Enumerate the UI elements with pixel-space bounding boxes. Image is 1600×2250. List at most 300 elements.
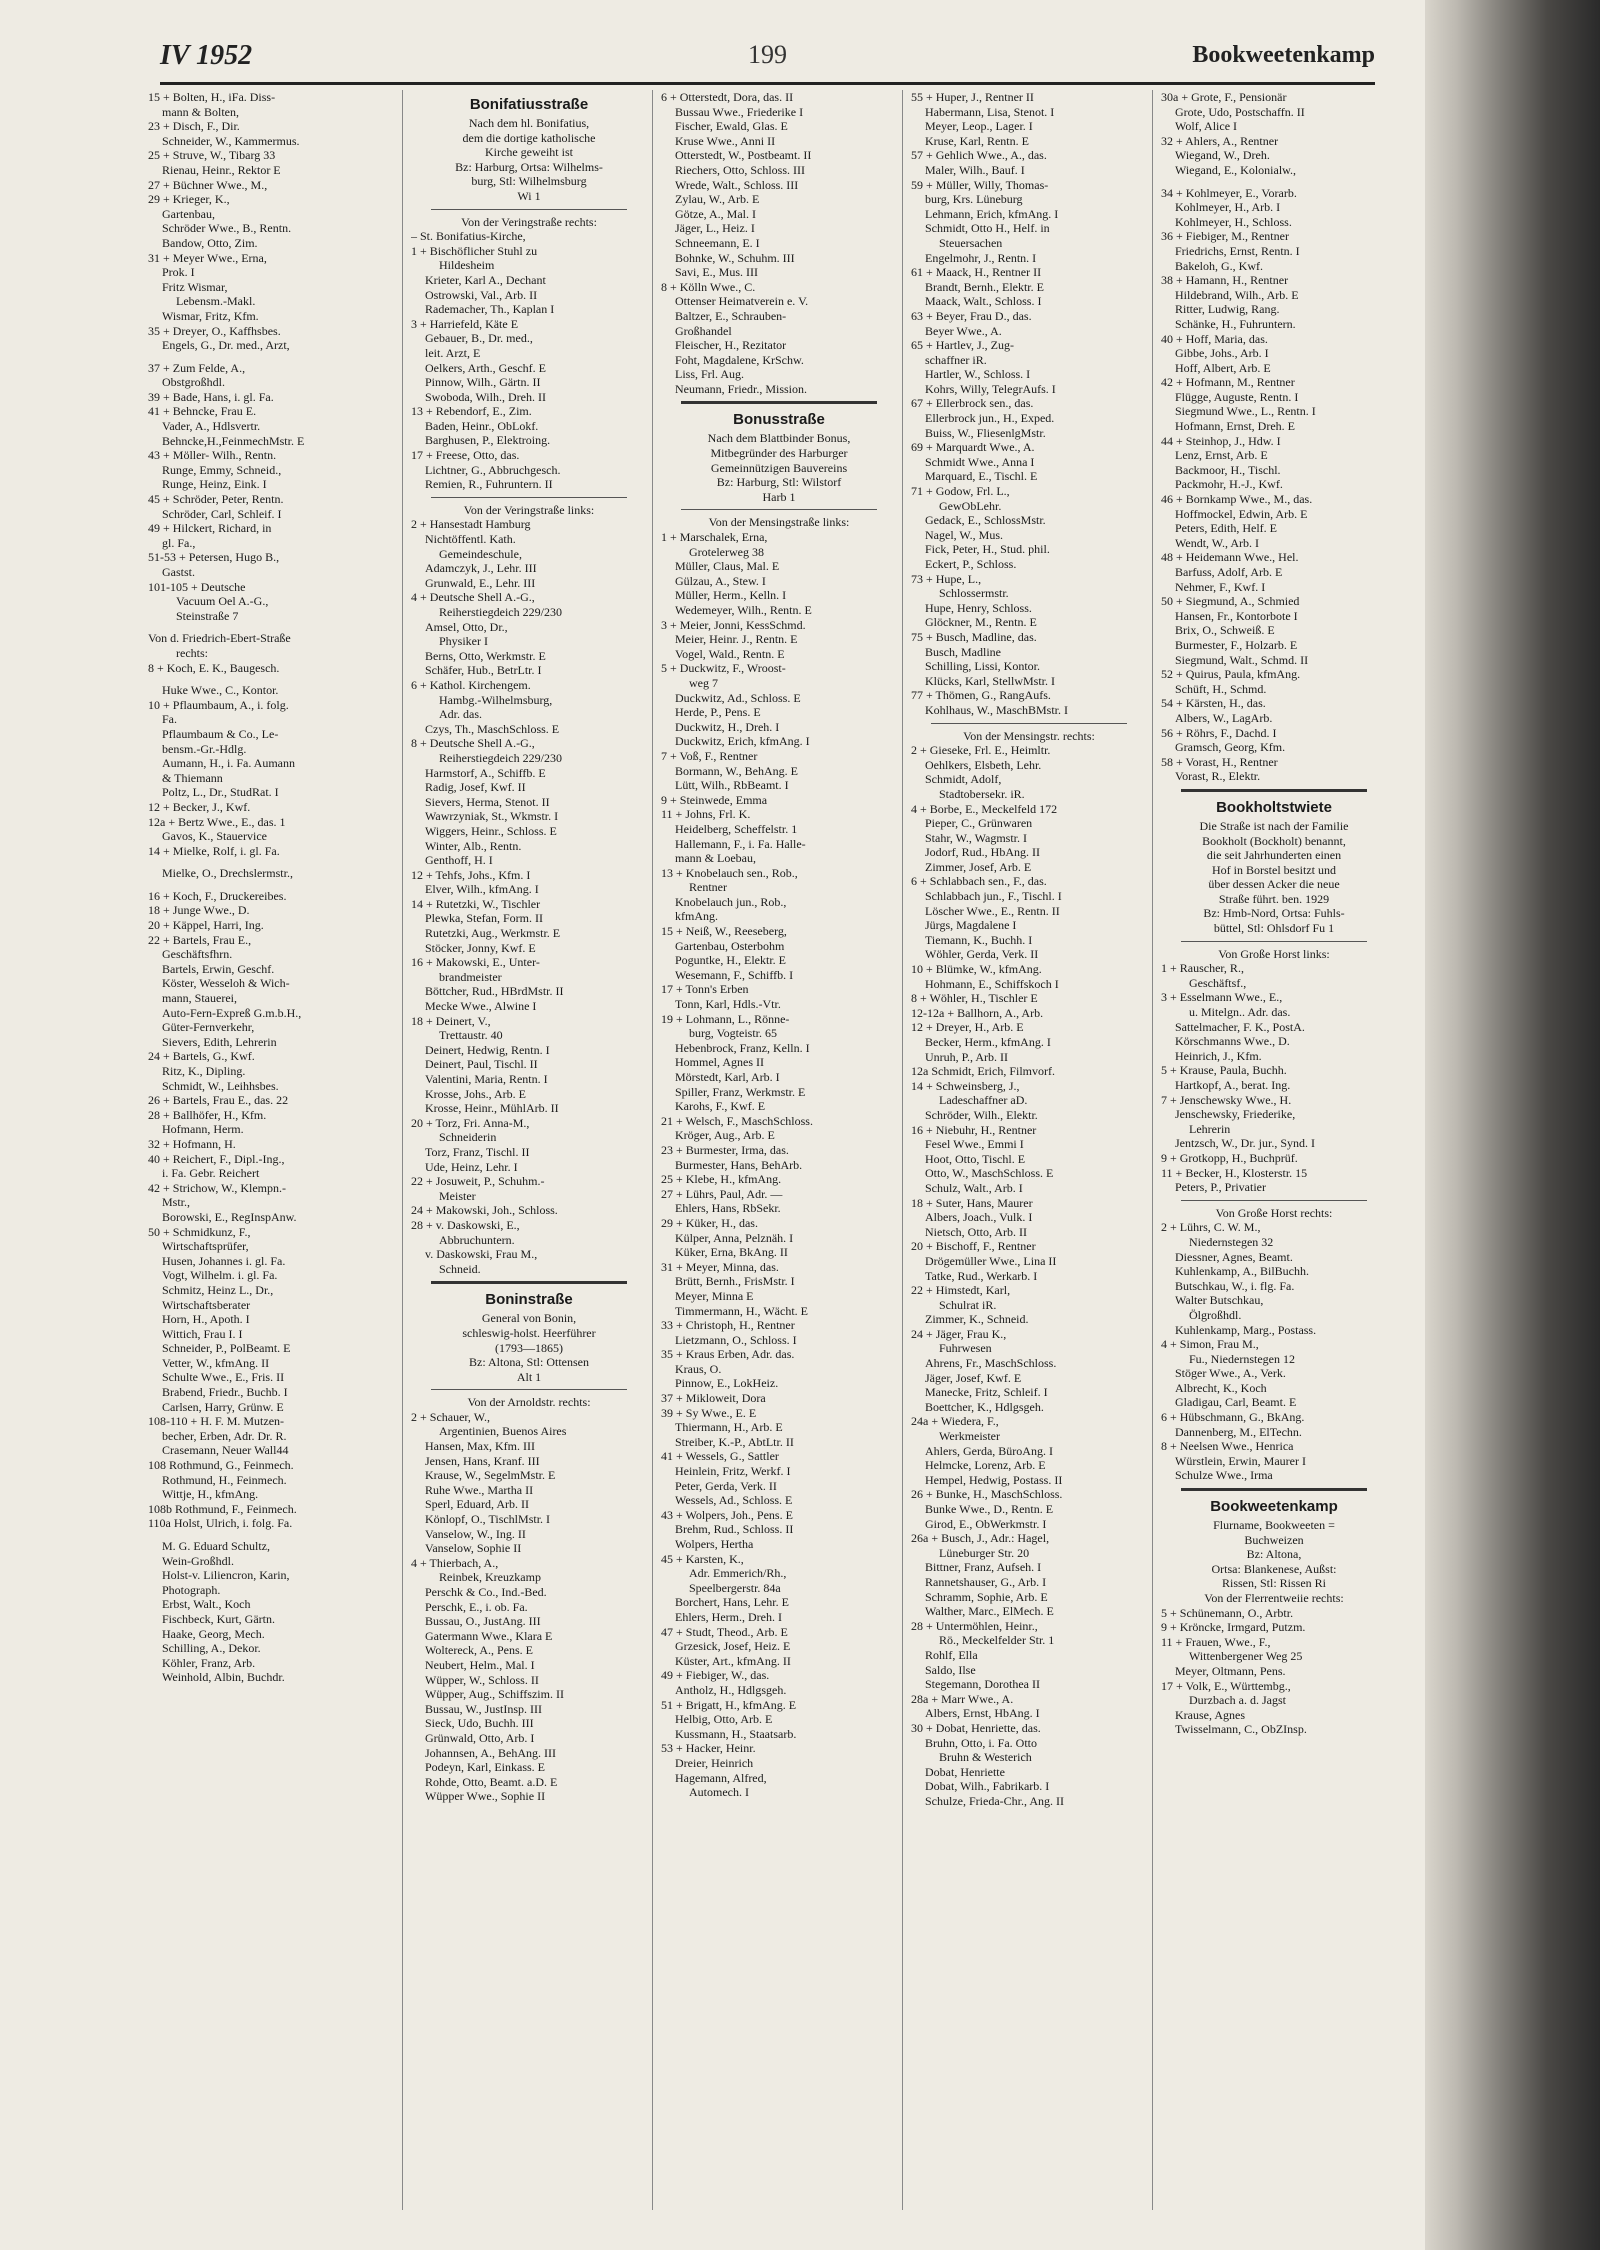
- house-entry: 67 + Ellerbrock sen., das.: [911, 396, 1034, 411]
- resident-line: Mstr.,: [162, 1195, 191, 1210]
- house-entry: 37 + Zum Felde, A.,: [148, 360, 246, 375]
- resident-line: Küster, Art., kfmAng. II: [675, 1653, 791, 1668]
- house-entry: 28 + v. Daskowski, E.,: [411, 1217, 520, 1232]
- resident-line: becher, Erben, Adr. Dr. R.: [162, 1428, 287, 1443]
- house-entry: 9 + Kröncke, Irmgard, Putzm.: [1161, 1620, 1306, 1635]
- resident-line: Torz, Franz, Tischl. II: [425, 1144, 530, 1159]
- resident-line: Fu., Niedernstegen 12: [1189, 1351, 1295, 1366]
- house-entry: 2 + Lührs, C. W. M.,: [1161, 1220, 1261, 1235]
- resident-line: Schulrat iR.: [939, 1297, 997, 1312]
- resident-line: Flügge, Auguste, Rentn. I: [1175, 389, 1299, 404]
- house-entry: 2 + Hansestadt Hamburg: [411, 517, 531, 532]
- resident-line: Friedrichs, Ernst, Rentn. I: [1175, 243, 1300, 258]
- house-entry: 8 + Deutsche Shell A.-G.,: [411, 736, 535, 751]
- resident-line: Könlopf, O., TischlMstr. I: [425, 1512, 551, 1527]
- house-entry: 26a + Busch, J., Adr.: Hagel,: [911, 1531, 1050, 1546]
- house-entry: 11 + Becker, H., Klosterstr. 15: [1161, 1165, 1308, 1180]
- resident-line: Reinbek, Kreuzkamp: [439, 1570, 541, 1585]
- resident-line: Schulz, Walt., Arb. I: [925, 1180, 1023, 1195]
- resident-line: Wüpper Wwe., Sophie II: [425, 1789, 546, 1804]
- resident-line: Wüpper, Aug., Schiffszim. II: [425, 1687, 564, 1702]
- house-entry: 73 + Hupe, L.,: [911, 571, 982, 586]
- house-entry: 7 + Voß, F., Rentner: [661, 748, 758, 763]
- resident-line: Physiker I: [439, 634, 488, 649]
- resident-line: Pinnow, Wilh., Gärtn. II: [425, 375, 541, 390]
- resident-line: Nagel, W., Mus.: [925, 527, 1003, 542]
- resident-line: Reiherstiegdeich 229/230: [439, 750, 562, 765]
- section-divider: [1181, 1488, 1367, 1491]
- resident-line: bensm.-Gr.-Hdlg.: [162, 741, 247, 756]
- resident-line: Durzbach a. d. Jagst: [1189, 1693, 1286, 1708]
- house-entry: 25 + Klebe, H., kfmAng.: [661, 1172, 782, 1187]
- street-note: Wi 1: [517, 188, 541, 203]
- resident-line: Krause, W., SegelmMstr. E: [425, 1468, 556, 1483]
- resident-line: Wismar, Fritz, Kfm.: [162, 308, 259, 323]
- resident-line: Wolf, Alice I: [1175, 119, 1238, 134]
- street-note: Bz: Altona, Stl: Ottensen: [469, 1355, 589, 1370]
- resident-line: Jäger, L., Heiz. I: [675, 221, 755, 236]
- house-entry: 8 + Koch, E. K., Baugesch.: [148, 660, 280, 675]
- resident-line: Trettaustr. 40: [439, 1028, 503, 1043]
- resident-line: Dobat, Wilh., Fabrikarb. I: [925, 1779, 1050, 1794]
- resident-line: Schröder, Wilh., Elektr.: [925, 1107, 1038, 1122]
- resident-line: Bittner, Franz, Aufseh. I: [925, 1560, 1042, 1575]
- resident-line: Runge, Emmy, Schneid.,: [162, 462, 282, 477]
- divider: [931, 723, 1127, 724]
- house-entry: 53 + Hacker, Heinr.: [661, 1741, 756, 1756]
- house-entry: 23 + Burmester, Irma, das.: [661, 1142, 789, 1157]
- resident-line: Geschäftsfhrn.: [162, 947, 233, 962]
- house-entry: 6 + Hübschmann, G., BkAng.: [1161, 1410, 1305, 1425]
- house-entry: 108b Rothmund, F., Feinmech.: [148, 1501, 297, 1516]
- house-entry: 13 + Rebendorf, E., Zim.: [411, 404, 532, 419]
- house-entry: 16 + Koch, F., Druckereibes.: [148, 888, 287, 903]
- resident-line: Poguntke, H., Elektr. E: [675, 953, 786, 968]
- street-note: schleswig-holst. Heerführer: [462, 1325, 596, 1340]
- house-entry: 58 + Vorast, H., Rentner: [1161, 754, 1278, 769]
- resident-line: mann & Loebau,: [675, 851, 756, 866]
- house-entry: 6 + Schlabbach sen., F., das.: [911, 874, 1047, 889]
- divider: [1181, 1200, 1367, 1201]
- resident-line: Kraus, O.: [675, 1361, 722, 1376]
- resident-line: Steinstraße 7: [176, 608, 239, 623]
- resident-line: Otterstedt, W., Postbeamt. II: [675, 148, 812, 163]
- resident-line: Kröger, Aug., Arb. E: [675, 1128, 775, 1143]
- resident-line: Brabend, Friedr., Buchb. I: [162, 1385, 288, 1400]
- resident-line: Packmohr, H.-J., Kwf.: [1175, 477, 1283, 492]
- street-heading: Bonusstraße: [733, 411, 825, 429]
- resident-line: Siegmund Wwe., L., Rentn. I: [1175, 404, 1316, 419]
- resident-line: Amsel, Otto, Dr.,: [425, 619, 508, 634]
- resident-line: Hartler, W., Schloss. I: [925, 367, 1031, 382]
- house-entry: 18 + Deinert, V.,: [411, 1013, 491, 1028]
- resident-line: Ladeschaffner aD.: [939, 1093, 1028, 1108]
- resident-line: M. G. Eduard Schultz,: [162, 1539, 270, 1553]
- resident-line: Marquard, E., Tischl. E: [925, 469, 1038, 484]
- house-entry: 55 + Huper, J., Rentner II: [911, 90, 1034, 104]
- column-5: [1152, 90, 1387, 2210]
- resident-line: mann, Stauerei,: [162, 991, 237, 1006]
- resident-line: Schäfer, Hub., BetrLtr. I: [425, 663, 542, 678]
- house-entry: 30 + Dobat, Henriette, das.: [911, 1720, 1041, 1735]
- resident-line: Streiber, K.-P., AbtLtr. II: [675, 1434, 794, 1449]
- resident-line: Weinhold, Albin, Buchdr.: [162, 1670, 285, 1685]
- resident-line: Zimmer, Josef, Arb. E: [925, 859, 1032, 874]
- resident-line: Stöcker, Jonny, Kwf. E: [425, 940, 536, 955]
- house-entry: 9 + Grotkopp, H., Buchprüf.: [1161, 1150, 1298, 1165]
- resident-line: Rademacher, Th., Kaplan I: [425, 302, 555, 317]
- street-note: Alt 1: [516, 1369, 542, 1384]
- resident-line: Schneider, W., Kammermus.: [162, 133, 300, 148]
- resident-line: Fa.: [162, 712, 177, 727]
- house-entry: 4 + Thierbach, A.,: [411, 1555, 499, 1570]
- house-entry: 8 + Wöhler, H., Tischler E: [911, 991, 1038, 1006]
- house-entry: 24 + Jäger, Frau K.,: [911, 1326, 1007, 1341]
- house-entry: 1 + Marschalek, Erna,: [661, 530, 768, 545]
- house-entry: 40 + Hoff, Maria, das.: [1161, 331, 1268, 346]
- resident-line: Hoffmockel, Edwin, Arb. E: [1175, 506, 1308, 521]
- resident-line: Albers, Joach., Vulk. I: [925, 1210, 1033, 1225]
- resident-line: Sieck, Udo, Buchh. III: [425, 1716, 534, 1731]
- resident-line: Sievers, Edith, Lehrerin: [162, 1034, 277, 1049]
- resident-line: Stöger Wwe., A., Verk.: [1175, 1366, 1286, 1381]
- resident-line: Gramsch, Georg, Kfm.: [1175, 740, 1286, 755]
- resident-line: Bruhn, Otto, i. Fa. Otto: [925, 1735, 1038, 1750]
- resident-line: schaffner iR.: [925, 352, 987, 367]
- resident-line: Zylau, W., Arb. E: [675, 192, 760, 207]
- house-entry: 20 + Bischoff, F., Rentner: [911, 1239, 1036, 1254]
- resident-line: Hoff, Albert, Arb. E: [1175, 360, 1271, 375]
- resident-line: Grünwald, Otto, Arb. I: [425, 1730, 535, 1745]
- resident-line: Engels, G., Dr. med., Arzt,: [162, 338, 290, 353]
- resident-line: u. Mitelgn.. Adr. das.: [1189, 1005, 1291, 1020]
- resident-line: Aumann, H., i. Fa. Aumann: [162, 756, 295, 771]
- resident-line: Schneider, P., PolBeamt. E: [162, 1341, 291, 1356]
- house-entry: 7 + Jenschewsky Wwe., H.: [1161, 1092, 1292, 1107]
- resident-line: Gülzau, A., Stew. I: [675, 573, 766, 588]
- house-entry: 24 + Bartels, G., Kwf.: [148, 1049, 255, 1064]
- house-entry: 49 + Fiebiger, W., das.: [661, 1668, 770, 1683]
- resident-line: Erbst, Walt., Koch: [162, 1597, 251, 1612]
- house-entry: 10 + Blümke, W., kfmAng.: [911, 962, 1042, 977]
- resident-line: Hebenbrock, Franz, Kelln. I: [675, 1040, 810, 1055]
- resident-line: Adr. das.: [439, 707, 482, 722]
- resident-line: Backmoor, H., Tischl.: [1175, 462, 1281, 477]
- house-entry: 43 + Wolpers, Joh., Pens. E: [661, 1507, 793, 1522]
- resident-line: Drögemüller Wwe., Lina II: [925, 1253, 1057, 1268]
- resident-line: Deinert, Paul, Tischl. II: [425, 1057, 538, 1072]
- street-note: Die Straße ist nach der Familie: [1199, 818, 1349, 833]
- resident-line: Rentner: [689, 880, 727, 895]
- resident-line: Krosse, Johs., Arb. E: [425, 1086, 526, 1101]
- resident-line: Adr. Emmerich/Rh.,: [689, 1566, 787, 1581]
- resident-line: Küker, Erna, BkAng. II: [675, 1245, 788, 1260]
- resident-line: Fleischer, H., Rezitator: [675, 338, 787, 353]
- resident-line: Gartenbau, Osterbohm: [675, 938, 785, 953]
- resident-line: Ritter, Ludwig, Rang.: [1175, 302, 1280, 317]
- resident-line: Müller, Claus, Mal. E: [675, 559, 780, 574]
- resident-line: Gebauer, B., Dr. med.,: [425, 331, 533, 346]
- resident-line: Hempel, Hedwig, Postass. II: [925, 1472, 1063, 1487]
- house-entry: 4 + Deutsche Shell A.-G.,: [411, 590, 535, 605]
- resident-line: Stadtobersekr. iR.: [939, 786, 1025, 801]
- street-note: Bz: Altona,: [1246, 1547, 1302, 1562]
- house-entry: 5 + Krause, Paula, Buchh.: [1161, 1063, 1287, 1078]
- divider: [431, 1389, 627, 1390]
- house-entry: 36 + Fiebiger, M., Rentner: [1161, 229, 1289, 244]
- resident-line: Güter-Fernverkehr,: [162, 1020, 255, 1035]
- street-note: Von der Arnoldstr. rechts:: [467, 1395, 591, 1410]
- resident-line: Otto, W., MaschSchloss. E: [925, 1166, 1054, 1181]
- street-heading: Boninstraße: [485, 1291, 573, 1309]
- house-entry: 17 + Volk, E., Württembg.,: [1161, 1678, 1291, 1693]
- house-entry: 51 + Brigatt, H., kfmAng. E: [661, 1697, 797, 1712]
- resident-line: Brandt, Bernh., Elektr. E: [925, 279, 1044, 294]
- resident-line: Wendt, W., Arb. I: [1175, 535, 1260, 550]
- resident-line: Böttcher, Rud., HBrdMstr. II: [425, 984, 564, 999]
- resident-line: Jenschewsky, Friederike,: [1175, 1107, 1296, 1122]
- resident-line: Harmstorf, A., Schiffb. E: [425, 765, 546, 780]
- resident-line: Rohlf, Ella: [925, 1647, 978, 1662]
- resident-line: Duckwitz, Erich, kfmAng. I: [675, 734, 810, 749]
- resident-line: Kohlmeyer, H., Schloss.: [1175, 214, 1292, 229]
- resident-line: GewObLehr.: [939, 498, 1002, 513]
- house-entry: 12 + Becker, J., Kwf.: [148, 799, 251, 814]
- resident-line: Liss, Frl. Aug.: [675, 367, 745, 382]
- resident-line: Meyer, Leop., Lager. I: [925, 119, 1033, 134]
- resident-line: Kruse, Karl, Rentn. E: [925, 133, 1029, 148]
- house-entry: 43 + Möller- Wilh., Rentn.: [148, 448, 277, 463]
- resident-line: Swoboda, Wilh., Dreh. II: [425, 389, 546, 404]
- resident-line: Huke Wwe., C., Kontor.: [162, 683, 279, 698]
- house-entry: 12 + Tehfs, Johs., Kfm. I: [411, 867, 531, 882]
- house-entry: Von d. Friedrich-Ebert-Straße: [148, 631, 291, 646]
- resident-line: Rutetzki, Aug., Werkmstr. E: [425, 926, 561, 941]
- resident-line: Kruse Wwe., Anni II: [675, 133, 776, 148]
- house-entry: 9 + Steinwede, Emma: [661, 792, 768, 807]
- resident-line: Baltzer, E., Schrauben-: [675, 308, 787, 323]
- resident-line: Eckert, P., Schloss.: [925, 557, 1017, 571]
- resident-line: Hartkopf, A., berat. Ing.: [1175, 1078, 1291, 1092]
- house-entry: 110a Holst, Ulrich, i. folg. Fa.: [148, 1516, 293, 1531]
- resident-line: Unruh, P., Arb. II: [925, 1049, 1008, 1064]
- resident-line: Lehmann, Erich, kfmAng. I: [925, 206, 1059, 221]
- street-note: Nach dem Blattbinder Bonus,: [707, 431, 851, 446]
- resident-line: Peters, P., Privatier: [1175, 1180, 1266, 1195]
- street-note: (1793—1865): [495, 1340, 563, 1355]
- resident-line: Herde, P., Pens. E: [675, 705, 761, 720]
- resident-line: Ellerbrock jun., H., Exped.: [925, 411, 1055, 426]
- house-entry: 35 + Kraus Erben, Adr. das.: [661, 1347, 795, 1362]
- resident-line: Gemeindeschule,: [439, 546, 522, 561]
- house-entry: 11 + Frauen, Wwe., F.,: [1161, 1634, 1271, 1649]
- resident-line: Mecke Wwe., Alwine I: [425, 999, 537, 1014]
- resident-line: Foht, Magdalene, KrSchw.: [675, 352, 804, 367]
- house-entry: 44 + Steinhop, J., Hdw. I: [1161, 433, 1281, 448]
- resident-line: Beyer Wwe., A.: [925, 323, 1002, 338]
- street-note: Gemeinnützigen Bauvereins: [710, 460, 848, 475]
- house-entry: 12a + Bertz Wwe., E., das. 1: [148, 814, 286, 829]
- resident-line: Bandow, Otto, Zim.: [162, 235, 258, 250]
- house-entry: 22 + Bartels, Frau E.,: [148, 932, 252, 947]
- house-entry: 18 + Junge Wwe., D.: [148, 903, 250, 918]
- resident-line: Jürgs, Magdalene I: [925, 918, 1017, 933]
- resident-line: Perschk, E., i. ob. Fa.: [425, 1599, 528, 1614]
- resident-line: Bakeloh, G., Kwf.: [1175, 258, 1263, 273]
- house-entry: 27 + Lührs, Paul, Adr. —: [661, 1186, 783, 1201]
- street-note: Mitbegründer des Harburger: [710, 446, 848, 461]
- resident-line: Butschkau, W., i. flg. Fa.: [1175, 1278, 1295, 1293]
- resident-line: Bruhn & Westerich: [939, 1750, 1032, 1765]
- street-note: Von der Flerrentweiie rechts:: [1204, 1591, 1344, 1605]
- divider: [431, 497, 627, 498]
- house-entry: 71 + Godow, Frl. L.,: [911, 484, 1010, 499]
- resident-line: Hohmann, E., Schiffskoch I: [925, 976, 1059, 991]
- resident-line: Ehlers, Herm., Dreh. I: [675, 1609, 782, 1624]
- resident-line: Schüft, H., Schmd.: [1175, 681, 1267, 696]
- resident-line: Argentinien, Buenos Aires: [439, 1424, 567, 1439]
- house-entry: 14 + Rutetzki, W., Tischler: [411, 896, 541, 911]
- resident-line: Schilling, A., Dekor.: [162, 1641, 261, 1656]
- street-note: Harb 1: [762, 489, 796, 504]
- resident-line: Sievers, Herma, Stenot. II: [425, 794, 550, 809]
- house-entry: 6 + Otterstedt, Dora, das. II: [661, 90, 794, 104]
- resident-line: Gatermann Wwe., Klara E: [425, 1628, 553, 1643]
- house-entry: 108-110 + H. F. M. Mutzen-: [148, 1414, 285, 1429]
- resident-line: Albers, W., LagArb.: [1175, 710, 1273, 725]
- resident-line: Rö., Meckelfelder Str. 1: [939, 1633, 1055, 1648]
- house-entry: 6 + Kathol. Kirchengem.: [411, 677, 531, 692]
- house-entry: 22 + Himstedt, Karl,: [911, 1283, 1011, 1298]
- resident-line: Ahlers, Gerda, BüroAng. I: [925, 1443, 1053, 1458]
- resident-line: Albers, Ernst, HbAng. I: [925, 1706, 1040, 1721]
- resident-line: Ude, Heinz, Lehr. I: [425, 1159, 518, 1174]
- house-entry: 2 + Gieseke, Frl. E., Heimltr.: [911, 743, 1051, 758]
- resident-line: Vogt, Wilhelm. i. gl. Fa.: [162, 1268, 278, 1283]
- resident-line: Saldo, Ilse: [925, 1662, 976, 1677]
- resident-line: Schneid.: [439, 1261, 481, 1276]
- resident-line: Wesemann, F., Schiffb. I: [675, 967, 794, 982]
- house-entry: 49 + Hilckert, Richard, in: [148, 521, 272, 536]
- house-entry: 4 + Simon, Frau M.,: [1161, 1337, 1259, 1352]
- house-entry: 18 + Suter, Hans, Maurer: [911, 1195, 1033, 1210]
- resident-line: Stegemann, Dorothea II: [925, 1677, 1040, 1692]
- spacer: [148, 623, 396, 631]
- street-note: dem die dortige katholische: [462, 130, 596, 145]
- resident-line: Köhler, Franz, Arb.: [162, 1655, 256, 1670]
- resident-line: i. Fa. Gebr. Reichert: [162, 1166, 260, 1181]
- house-entry: 45 + Karsten, K.,: [661, 1551, 744, 1566]
- resident-line: Holst-v. Liliencron, Karin,: [162, 1568, 290, 1583]
- house-entry: 24 + Makowski, Joh., Schloss.: [411, 1203, 558, 1218]
- resident-line: Schulze Wwe., Irma: [1175, 1468, 1273, 1483]
- house-entry: 59 + Müller, Willy, Thomas-: [911, 177, 1049, 192]
- resident-line: Fuhrwesen: [939, 1341, 992, 1356]
- resident-line: Bussau, O., JustAng. III: [425, 1614, 541, 1629]
- resident-line: Körschmanns Wwe., D.: [1175, 1034, 1290, 1049]
- resident-line: burg, Krs. Lüneburg: [925, 192, 1023, 207]
- resident-line: Barfuss, Adolf, Arb. E: [1175, 565, 1283, 579]
- house-entry: 31 + Meyer Wwe., Erna,: [148, 250, 267, 265]
- resident-line: Brehm, Rud., Schloss. II: [675, 1522, 794, 1537]
- street-note: Von der Mensingstraße links:: [708, 515, 850, 530]
- resident-line: Geschäftsf.,: [1189, 975, 1247, 990]
- resident-line: Speelbergerstr. 84a: [689, 1580, 781, 1595]
- house-entry: 26 + Bunke, H., MaschSchloss.: [911, 1487, 1063, 1502]
- street-heading: Bookweetenkamp: [1210, 1498, 1338, 1516]
- spacer: [148, 1531, 396, 1539]
- resident-line: Lichtner, G., Abbruchgesch.: [425, 462, 561, 477]
- resident-line: Carlsen, Harry, Grünw. E: [162, 1399, 284, 1414]
- resident-line: Wittje, H., kfmAng.: [162, 1487, 259, 1502]
- resident-line: Horn, H., Apoth. I: [162, 1312, 250, 1327]
- resident-line: Jentzsch, W., Dr. jur., Synd. I: [1175, 1136, 1315, 1151]
- resident-line: Poltz, L., Dr., StudRat. I: [162, 785, 279, 800]
- resident-line: Helbig, Otto, Arb. E: [675, 1712, 773, 1727]
- resident-line: Photograph.: [162, 1582, 221, 1597]
- resident-line: Auto-Fern-Expreß G.m.b.H.,: [162, 1005, 302, 1020]
- street-heading: Bonifatiusstraße: [469, 96, 589, 113]
- house-entry: 24a + Wiedera, F.,: [911, 1414, 999, 1429]
- resident-line: Krause, Agnes: [1175, 1707, 1245, 1722]
- house-entry: 56 + Röhrs, F., Dachd. I: [1161, 725, 1277, 740]
- resident-line: Obstgroßhdl.: [162, 375, 225, 390]
- resident-line: Heinrich, J., Kfm.: [1175, 1048, 1262, 1063]
- house-entry: 2 + Schauer, W.,: [411, 1409, 490, 1424]
- resident-line: Hildesheim: [439, 258, 495, 273]
- resident-line: Lütt, Wilh., RbBeamt. I: [675, 778, 789, 793]
- resident-line: Deinert, Hedwig, Rentn. I: [425, 1042, 550, 1057]
- resident-line: Rannetshauser, G., Arb. I: [925, 1574, 1047, 1589]
- house-entry: 45 + Schröder, Peter, Rentn.: [148, 492, 284, 507]
- resident-line: Hommel, Agnes II: [675, 1055, 764, 1070]
- resident-line: Plewka, Stefan, Form. II: [425, 911, 543, 926]
- resident-line: Bartels, Erwin, Geschf.: [162, 961, 275, 976]
- resident-line: Niedernstegen 32: [1189, 1234, 1274, 1249]
- resident-line: Schlabbach jun., F., Tischl. I: [925, 889, 1062, 904]
- house-entry: 11 + Johns, Frl. K.: [661, 807, 751, 822]
- divider: [431, 209, 627, 210]
- house-entry: 69 + Marquardt Wwe., A.: [911, 440, 1035, 455]
- resident-line: Rienau, Heinr., Rektor E: [162, 162, 281, 177]
- street-note: Bz: Hmb-Nord, Ortsa: Fuhls-: [1203, 906, 1345, 921]
- house-entry: 1 + Bischöflicher Stuhl zu: [411, 243, 538, 258]
- resident-line: Mörstedt, Karl, Arb. I: [675, 1070, 780, 1084]
- resident-line: Ruhe Wwe., Martha II: [425, 1482, 534, 1497]
- resident-line: Schröder, Carl, Schleif. I: [162, 506, 282, 521]
- house-entry: 48 + Heidemann Wwe., Hel.: [1161, 550, 1299, 565]
- volume-year: IV 1952: [160, 40, 253, 71]
- house-entry: 15 + Bolten, H., iFa. Diss-: [148, 90, 276, 104]
- resident-line: Rohde, Otto, Beamt. a.D. E: [425, 1774, 558, 1789]
- street-note: Bz: Harburg, Stl: Wilstorf: [716, 475, 842, 490]
- section-divider: [681, 401, 877, 404]
- resident-line: Gladigau, Carl, Beamt. E: [1175, 1395, 1297, 1410]
- resident-line: rechts:: [176, 645, 208, 660]
- resident-line: Pieper, C., Grünwaren: [925, 816, 1033, 831]
- resident-line: Tonn, Karl, Hdls.-Vtr.: [675, 997, 781, 1012]
- resident-line: Schilling, Lissi, Kontor.: [925, 659, 1041, 674]
- house-entry: 5 + Schünemann, O., Arbtr.: [1161, 1605, 1294, 1620]
- resident-line: Borowski, E., RegInspAnw.: [162, 1209, 297, 1224]
- resident-line: Fesel Wwe., Emmi I: [925, 1137, 1024, 1152]
- resident-line: Czys, Th., MaschSchloss. E: [425, 721, 560, 736]
- resident-line: Vanselow, W., Ing. II: [425, 1526, 526, 1541]
- resident-line: Külper, Anna, Pelznäh. I: [675, 1230, 794, 1245]
- resident-line: Neubert, Helm., Mal. I: [425, 1657, 535, 1672]
- column-1: [148, 90, 404, 2210]
- house-entry: 14 + Schweinsberg, J.,: [911, 1078, 1020, 1093]
